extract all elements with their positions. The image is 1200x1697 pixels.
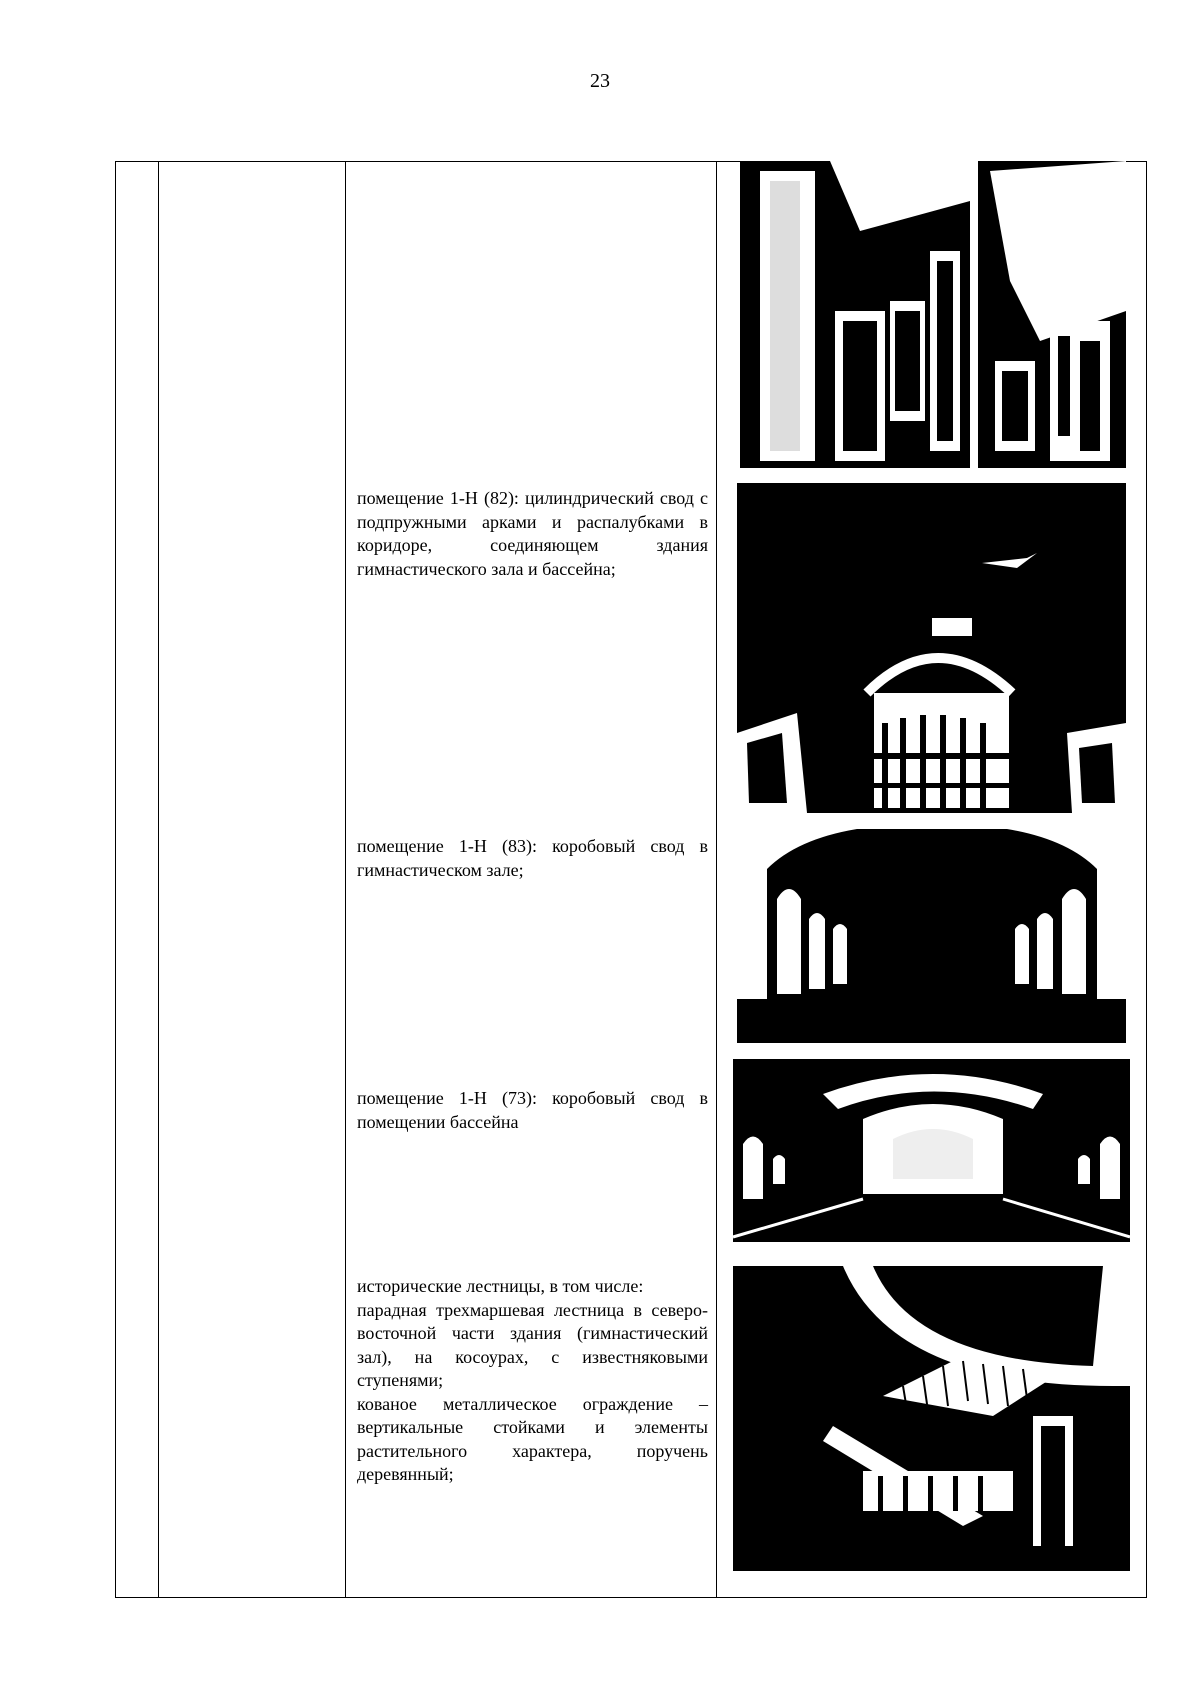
photo-corridor-vault-arch-image — [737, 483, 1126, 813]
photo-historic-staircase-image — [733, 1266, 1130, 1571]
description-text: помещение 1-Н (73): коробовый свод в помещении бассейна — [357, 1088, 708, 1132]
photo-corridor-interior — [740, 161, 1126, 468]
column-divider-1 — [158, 162, 159, 1597]
photo-pool-vault — [733, 1059, 1130, 1242]
column-divider-3 — [716, 162, 717, 1597]
column-divider-2 — [345, 162, 346, 1597]
description-room-83 — [357, 835, 708, 882]
photo-gymnasium-vault — [737, 829, 1126, 1043]
description-line: исторические лестницы, в том числе: — [357, 1276, 644, 1296]
photo-corridor-vault-arch — [737, 483, 1126, 813]
description-line: кованое металлическое ограждение – вертикальные стойками и элементы растительного характера, поручень деревянный; — [357, 1393, 708, 1484]
photo-gymnasium-vault-image — [737, 829, 1126, 1043]
photo-pool-vault-image — [733, 1059, 1130, 1242]
photo-historic-staircase — [733, 1266, 1130, 1571]
description-room-82 — [357, 487, 708, 581]
description-room-73 — [357, 1087, 708, 1134]
photo-corridor-interior-image — [740, 161, 1126, 468]
description-staircases — [357, 1275, 708, 1487]
page-number: 23 — [590, 70, 610, 92]
description-text: помещение 1-Н (83): коробовый свод в гимнастическом зале; — [357, 836, 708, 880]
description-line: парадная трехмаршевая лестница в северо-восточной части здания (гимнастический зал), на косоурах, с известняковыми ступенями; — [357, 1299, 708, 1390]
description-text: помещение 1-Н (82): цилиндрический свод с подпружными арками и распалубками в коридоре, соединяющем здания гимнастического зала и бассейна; — [357, 488, 708, 579]
